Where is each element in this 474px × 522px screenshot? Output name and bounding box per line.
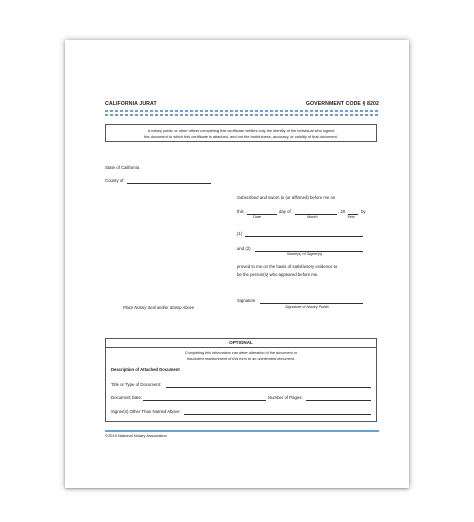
form-title: CALIFORNIA JURAT: [105, 101, 157, 107]
county-label: County of: [105, 178, 124, 183]
notice-box: [105, 124, 377, 142]
signer-caption: Name(s) of Signer(s): [287, 252, 323, 256]
day-of-label: day of: [279, 209, 291, 214]
state-label: State of California: [105, 165, 140, 170]
optional-title-rule: [106, 347, 376, 348]
signature-label: Signature: [237, 298, 256, 303]
year-caption: Year: [347, 215, 355, 219]
government-code: GOVERNMENT CODE § 8202: [305, 101, 379, 107]
header-divider-top: [105, 110, 379, 112]
year-prefix: , 20: [338, 209, 346, 214]
signer-1-field[interactable]: [245, 236, 363, 237]
optional-info-2: fraudulent reattachment of this form to an unintended document.: [186, 357, 296, 361]
seal-caption: Place Notary Seal and/or Stamp Above: [123, 305, 195, 310]
copyright-text: ©2019 National Notary Association: [105, 433, 167, 438]
this-label: this: [237, 209, 244, 214]
title-type-label: Title or Type of Document:: [111, 382, 162, 387]
signer-2-label: and (2): [237, 246, 251, 251]
signer-1-label: (1): [237, 231, 243, 236]
title-type-field[interactable]: [166, 387, 371, 388]
optional-info-1: Completing this information can deter alteration of the document or: [184, 351, 298, 355]
other-signers-field[interactable]: [184, 414, 371, 415]
date-field[interactable]: [247, 214, 277, 215]
jurat-form-page: [65, 40, 409, 488]
attached-doc-heading: Description of Attached Document: [111, 367, 180, 372]
month-caption: Month: [307, 215, 318, 219]
subscribed-text: Subscribed and sworn to (or affirmed) before me on: [237, 195, 336, 200]
optional-section: [105, 338, 377, 422]
footer-divider: [105, 430, 379, 432]
proved-text-1: proved to me on the basis of satisfactory evidence to: [237, 264, 338, 269]
proved-text-2: be the person(s) who appeared before me.: [237, 272, 319, 277]
notice-line-2: the document to which this certificate is attached, and not the truthfulness, accuracy, or validity of that document.: [144, 133, 338, 139]
other-signers-label: Signer(s) Other Than Named Above:: [111, 409, 181, 414]
date-caption: Date: [253, 215, 262, 219]
county-field[interactable]: [127, 183, 211, 184]
notary-signature-field[interactable]: [260, 303, 363, 304]
header-divider-bottom: [105, 114, 379, 116]
number-pages-label: Number of Pages:: [268, 395, 303, 400]
number-pages-field[interactable]: [306, 400, 371, 401]
notice-line-1: A notary public or other officer completing this certificate verifies only the identity of the individual who signed: [147, 128, 335, 133]
by-label: by: [361, 209, 366, 214]
signature-caption: Signature of Notary Public: [285, 305, 330, 309]
document-date-label: Document Date:: [111, 395, 143, 400]
document-date-field[interactable]: [143, 400, 266, 401]
optional-title: OPTIONAL: [229, 340, 253, 345]
